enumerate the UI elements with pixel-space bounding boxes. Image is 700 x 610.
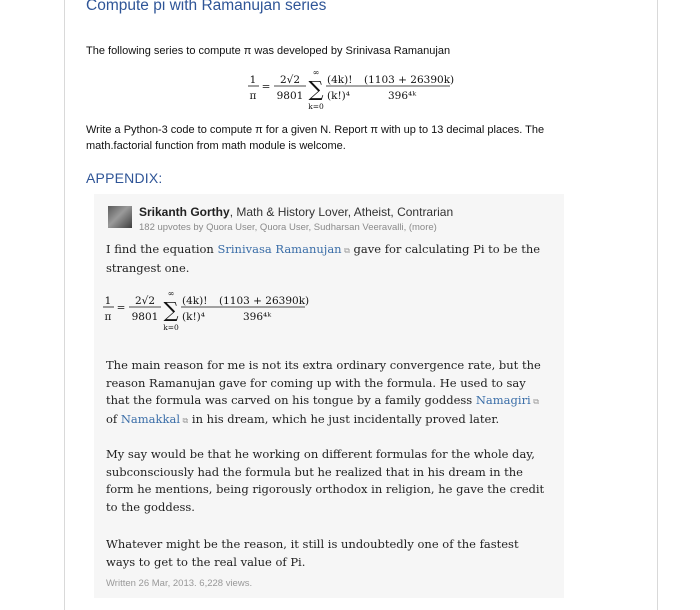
answer-footer: Written 26 Mar, 2013. 6,228 views. — [106, 578, 253, 589]
intro-text: The following series to compute π was developed by Srinivasa Ramanujan — [86, 45, 451, 57]
formula-den-a: (k!)⁴ — [182, 311, 205, 323]
ramanujan-formula-answer — [103, 289, 313, 335]
appendix-heading: APPENDIX: — [86, 170, 163, 186]
author-bio: , Math & History Lover, Atheist, Contrarian — [229, 205, 454, 219]
answer-paragraph-4: Whatever might be the reason, it still is undoubtedly one of the fastest ways to get to the real value of Pi. — [106, 537, 519, 569]
formula-one: 1 — [104, 295, 112, 307]
external-link-icon: ⧉ — [341, 246, 350, 255]
answer-paragraph-2: The main reason for me is not its extra ordinary convergence rate, but the reason Ramanujan gave for coming up with the formula. He used to say that the formula was carved on his tongue by a family goddess Namagiri ⧉ of Namakkal ⧉ in his dream, which he just incidentally proved later. — [106, 358, 541, 426]
page-title: Compute pi with Ramanujan series — [86, 0, 327, 14]
formula-coef-den: 9801 — [131, 311, 159, 323]
external-link-icon: ⧉ — [180, 415, 189, 425]
formula-num-a: (4k)! — [327, 74, 353, 86]
formula-coef-den: 9801 — [276, 90, 304, 102]
formula-den-a: (k!)⁴ — [327, 90, 350, 102]
page-left-border — [64, 0, 65, 610]
formula-sigma-bottom: k=0 — [308, 102, 324, 111]
external-link-icon: ⧉ — [530, 397, 540, 406]
task-text: Write a Python-3 code to compute π for a given N. Report π with up to 13 decimal places. The math.factorial function from math module is welcome. — [86, 124, 545, 152]
link-namagiri[interactable]: Namagiri — [475, 393, 531, 407]
formula-sigma: ∑ — [163, 298, 179, 322]
formula-den-b: 396⁴ᵏ — [388, 90, 417, 102]
author-name[interactable]: Srikanth Gorthy — [139, 205, 230, 219]
formula-eq: = — [261, 81, 271, 93]
upvote-line[interactable]: 182 upvotes by Quora User, Quora User, Sudharsan Veeravalli, (more) — [139, 222, 437, 233]
answer-paragraph-3: My say would be that he working on different formulas for the whole day, subconsciously had the formula but he realized that in his dream in the form he mentions, being rigorously orthodox in religion, he gave the credit to the goddess. — [106, 447, 545, 514]
answer-paragraph-1: I find the equation Srinivasa Ramanujan ⧉ gave for calculating Pi to be the strangest one. — [106, 242, 541, 275]
formula-eq: = — [116, 302, 126, 314]
formula-sigma: ∑ — [308, 77, 324, 101]
link-namakkal[interactable]: Namakkal — [120, 411, 180, 426]
formula-num-b: (1103 + 26390k) — [219, 295, 310, 307]
formula-one: 1 — [249, 74, 257, 86]
formula-sigma-top: ∞ — [312, 68, 320, 77]
link-srinivasa-ramanujan[interactable]: Srinivasa Ramanujan — [217, 242, 342, 256]
formula-sigma-top: ∞ — [167, 289, 175, 298]
formula-sigma-bottom: k=0 — [163, 323, 179, 332]
formula-pi: π — [249, 90, 257, 102]
author-avatar[interactable] — [108, 206, 132, 228]
formula-den-b: 396⁴ᵏ — [243, 311, 272, 323]
page-right-border — [657, 0, 658, 610]
formula-pi: π — [104, 311, 112, 323]
formula-num-b: (1103 + 26390k) — [364, 74, 455, 86]
formula-num-a: (4k)! — [182, 295, 208, 307]
author-line — [139, 205, 453, 219]
formula-coef-num: 2√2 — [279, 74, 301, 86]
formula-coef-num: 2√2 — [134, 295, 156, 307]
ramanujan-formula-top — [248, 68, 458, 114]
